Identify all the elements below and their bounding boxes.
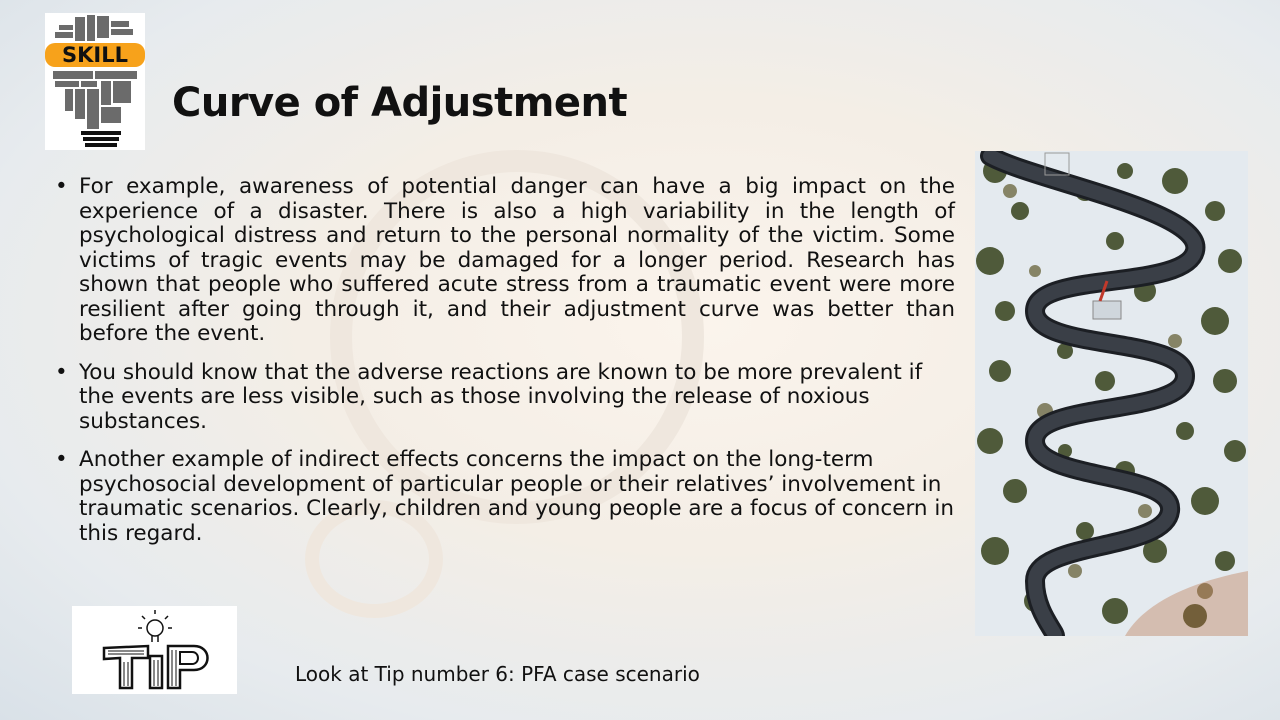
winding-snowy-road-photo [975,151,1248,636]
tip-caption: Look at Tip number 6: PFA case scenario [295,662,700,686]
skill-lightbulb-icon [45,13,145,150]
bullet-text: For example, awareness of potential danger can have a big impact on the experience of a disaster. There is also a high variability in the length of psychological distress and return to the personal normality of the victim. Some victims of tragic events may be damaged for a longer period. Research has shown that people who suffered acute stress from a traumatic event were more resilient after going through it, and their adjustment curve was better than before the event. [79,174,955,346]
svg-text:SKILL: SKILL [62,43,128,67]
bullet-item-1 [55,175,955,347]
bullet-text: Another example of indirect effects concerns the impact on the long-term psychosocial development of particular people or their relatives’ involvement in traumatic scenarios. Clearly, children and young people are a focus of concern in this regard. [79,447,954,546]
bullet-marker: • [55,447,68,472]
tip-logo [72,606,237,694]
bullet-marker: • [55,174,68,199]
bullet-item-3 [55,448,955,546]
tip-lightbulb-icon [72,606,237,694]
slide-title: Curve of Adjustment [172,80,628,126]
bullet-text: You should know that the adverse reactions are known to be more prevalent if the events are less visible, such as those involving the release of noxious substances. [79,359,923,434]
skill-logo [45,13,145,150]
road-photo [975,151,1248,636]
bullet-marker: • [55,359,68,385]
bullet-list [55,175,955,560]
bullet-item-2 [55,361,955,435]
